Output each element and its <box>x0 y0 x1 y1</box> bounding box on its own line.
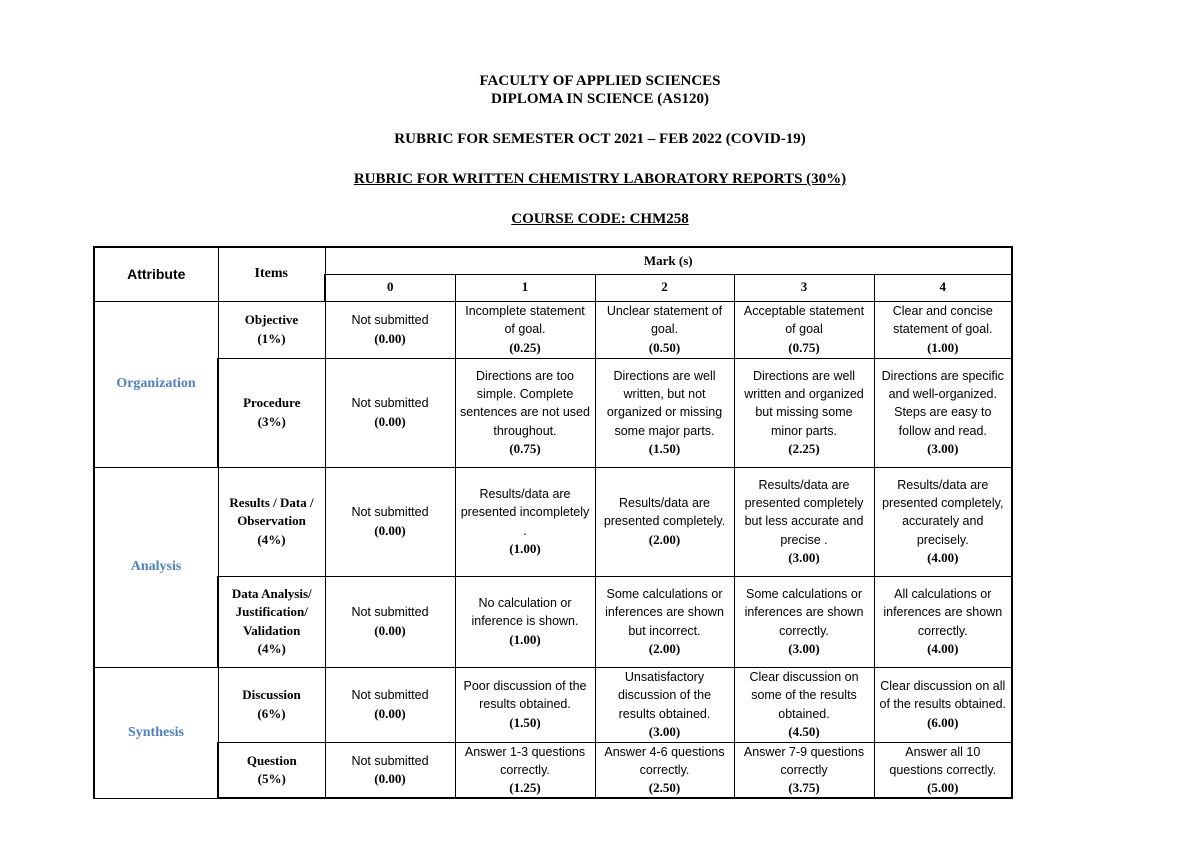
mark-cell-0 <box>325 301 455 358</box>
mark-header: Mark (s) <box>325 247 1012 274</box>
criterion-score: (4.50) <box>788 723 820 739</box>
rubric-row <box>94 301 1012 358</box>
item-cell <box>218 576 325 667</box>
criterion-score: (6.00) <box>927 714 959 730</box>
criterion-description: No calculation or inference is shown. <box>471 596 579 629</box>
criterion-description: Some calculations or inferences are shown correctly. <box>744 586 864 638</box>
criterion-score: (2.25) <box>788 440 820 456</box>
attribute-header: Attribute <box>94 247 218 301</box>
criterion-description: Results/data are presented completely. <box>603 496 726 529</box>
mark-cell-2 <box>595 576 734 667</box>
criterion-score: (0.25) <box>509 339 541 355</box>
course-code: COURSE CODE: CHM258 <box>511 211 689 227</box>
mark-cell-3 <box>734 358 874 467</box>
items-header: Items <box>218 247 325 301</box>
criterion-score: (2.50) <box>648 780 681 796</box>
criterion-description: Not submitted <box>351 688 429 703</box>
criterion-score: (1.25) <box>509 780 541 796</box>
document-header <box>0 72 1200 228</box>
mark-cell-0 <box>325 742 455 798</box>
mark-cell-1 <box>455 301 595 358</box>
criterion-score: (1.00) <box>509 540 541 556</box>
header-row <box>94 247 1012 274</box>
mark-cell-0 <box>325 576 455 667</box>
item-cell <box>218 742 325 798</box>
diploma-title: DIPLOMA IN SCIENCE (AS120) <box>491 91 709 107</box>
mark-cell-4 <box>874 742 1012 798</box>
mark-cell-2 <box>595 467 734 576</box>
criterion-score: (0.75) <box>788 339 820 355</box>
mark-cell-0 <box>325 667 455 742</box>
criterion-description: Directions are well written and organized but missing some minor parts. <box>744 368 864 438</box>
criterion-description: Acceptable statement of goal <box>743 304 865 337</box>
criterion-score: (1.50) <box>509 714 541 730</box>
mark-cell-3 <box>734 301 874 358</box>
criterion-description: Incomplete statement of goal. <box>465 304 585 337</box>
criterion-score: (0.00) <box>374 522 406 538</box>
item-name: Question <box>246 752 297 768</box>
attribute-analysis: Analysis <box>94 467 218 667</box>
item-weight: (3%) <box>257 413 286 429</box>
criterion-score: (3.00) <box>648 723 681 739</box>
mark-cell-2 <box>595 301 734 358</box>
criterion-score: (1.00) <box>927 339 959 355</box>
criterion-score: (0.00) <box>374 330 406 346</box>
attribute-synthesis: Synthesis <box>94 667 218 798</box>
mark-cell-2 <box>595 742 734 798</box>
mark-cell-2 <box>595 358 734 467</box>
criterion-description: Results/data are presented completely but less accurate and precise . <box>744 477 864 547</box>
item-cell <box>218 358 325 467</box>
criterion-description: Results/data are presented incompletely . <box>460 486 590 538</box>
criterion-description: Clear discussion on all of the results obtained. <box>879 679 1007 712</box>
criterion-score: (4.00) <box>927 549 959 565</box>
criterion-description: Clear discussion on some of the results obtained. <box>749 669 859 721</box>
criterion-score: (0.00) <box>374 770 406 786</box>
rubric-row <box>94 358 1012 467</box>
criterion-description: Directions are specific and well-organized. Steps are easy to follow and read. <box>881 368 1004 438</box>
criterion-score: (0.00) <box>374 413 406 429</box>
item-cell <box>218 667 325 742</box>
criterion-description: Answer all 10 questions correctly. <box>889 744 997 777</box>
rubric-row <box>94 576 1012 667</box>
mark-cell-4 <box>874 576 1012 667</box>
item-weight: (5%) <box>257 770 286 786</box>
semester-title: RUBRIC FOR SEMESTER OCT 2021 – FEB 2022 (COVID-19) <box>394 131 806 147</box>
mark-cell-1 <box>455 467 595 576</box>
mark-cell-4 <box>874 667 1012 742</box>
mark-cell-1 <box>455 576 595 667</box>
criterion-score: (4.00) <box>927 640 959 656</box>
item-name: Procedure <box>243 395 301 411</box>
attribute-organization: Organization <box>94 301 218 467</box>
mark-cell-0 <box>325 358 455 467</box>
mark-level-3: 3 <box>734 274 874 301</box>
criterion-description: Answer 4-6 questions correctly. <box>604 744 725 777</box>
criterion-score: (5.00) <box>927 780 959 796</box>
item-weight: (1%) <box>257 330 286 346</box>
criterion-description: All calculations or inferences are shown correctly. <box>883 586 1003 638</box>
rubric-row <box>94 742 1012 798</box>
mark-level-2: 2 <box>595 274 734 301</box>
criterion-description: Poor discussion of the results obtained. <box>463 679 587 712</box>
criterion-description: Not submitted <box>351 753 429 768</box>
item-name: Data Analysis/ Justification/ Validation <box>231 585 312 638</box>
criterion-description: Clear and concise statement of goal. <box>892 304 993 337</box>
item-name: Objective <box>244 312 299 328</box>
criterion-description: Answer 7-9 questions correctly <box>743 744 865 777</box>
mark-level-4: 4 <box>874 274 1012 301</box>
criterion-description: Some calculations or inferences are shown but incorrect. <box>605 586 724 638</box>
item-cell <box>218 467 325 576</box>
mark-cell-4 <box>874 358 1012 467</box>
faculty-title: FACULTY OF APPLIED SCIENCES <box>479 73 721 89</box>
item-weight: (6%) <box>257 705 286 721</box>
criterion-score: (2.00) <box>648 640 681 656</box>
criterion-description: Directions are well written, but not organized or missing some major parts. <box>606 368 723 438</box>
mark-cell-1 <box>455 358 595 467</box>
item-weight: (4%) <box>257 640 286 656</box>
mark-level-1: 1 <box>455 274 595 301</box>
mark-cell-4 <box>874 467 1012 576</box>
item-weight: (4%) <box>257 531 286 547</box>
mark-cell-2 <box>595 667 734 742</box>
item-cell <box>218 301 325 358</box>
criterion-description: Not submitted <box>351 396 429 411</box>
rubric-row <box>94 467 1012 576</box>
criterion-description: Unclear statement of goal. <box>606 304 723 337</box>
criterion-score: (0.75) <box>509 440 541 456</box>
criterion-score: (3.00) <box>788 549 820 565</box>
criterion-description: Not submitted <box>351 505 429 520</box>
criterion-score: (0.00) <box>374 705 406 721</box>
item-name: Results / Data / Observation <box>229 495 314 529</box>
criterion-score: (3.00) <box>927 440 959 456</box>
criterion-description: Unsatisfactory discussion of the results obtained. <box>617 669 712 721</box>
criterion-description: Directions are too simple. Complete sentences are not used throughout. <box>460 368 590 438</box>
mark-cell-3 <box>734 667 874 742</box>
mark-cell-1 <box>455 742 595 798</box>
criterion-score: (2.00) <box>648 531 681 547</box>
criterion-description: Not submitted <box>351 605 429 620</box>
criterion-score: (1.50) <box>648 440 681 456</box>
mark-level-0: 0 <box>325 274 455 301</box>
criterion-score: (0.00) <box>374 622 406 638</box>
mark-cell-3 <box>734 576 874 667</box>
rubric-title: RUBRIC FOR WRITTEN CHEMISTRY LABORATORY REPORTS (30%) <box>353 171 847 187</box>
rubric-table <box>93 246 1013 799</box>
mark-cell-4 <box>874 301 1012 358</box>
mark-cell-3 <box>734 467 874 576</box>
criterion-score: (0.50) <box>648 339 681 355</box>
criterion-score: (3.75) <box>788 780 820 796</box>
criterion-description: Answer 1-3 questions correctly. <box>464 744 586 777</box>
mark-cell-3 <box>734 742 874 798</box>
criterion-description: Results/data are presented completely, accurately and precisely. <box>882 477 1004 547</box>
mark-cell-0 <box>325 467 455 576</box>
criterion-score: (1.00) <box>509 631 541 647</box>
mark-cell-1 <box>455 667 595 742</box>
item-name: Discussion <box>242 687 301 703</box>
criterion-description: Not submitted <box>351 313 429 328</box>
criterion-score: (3.00) <box>788 640 820 656</box>
rubric-row <box>94 667 1012 742</box>
